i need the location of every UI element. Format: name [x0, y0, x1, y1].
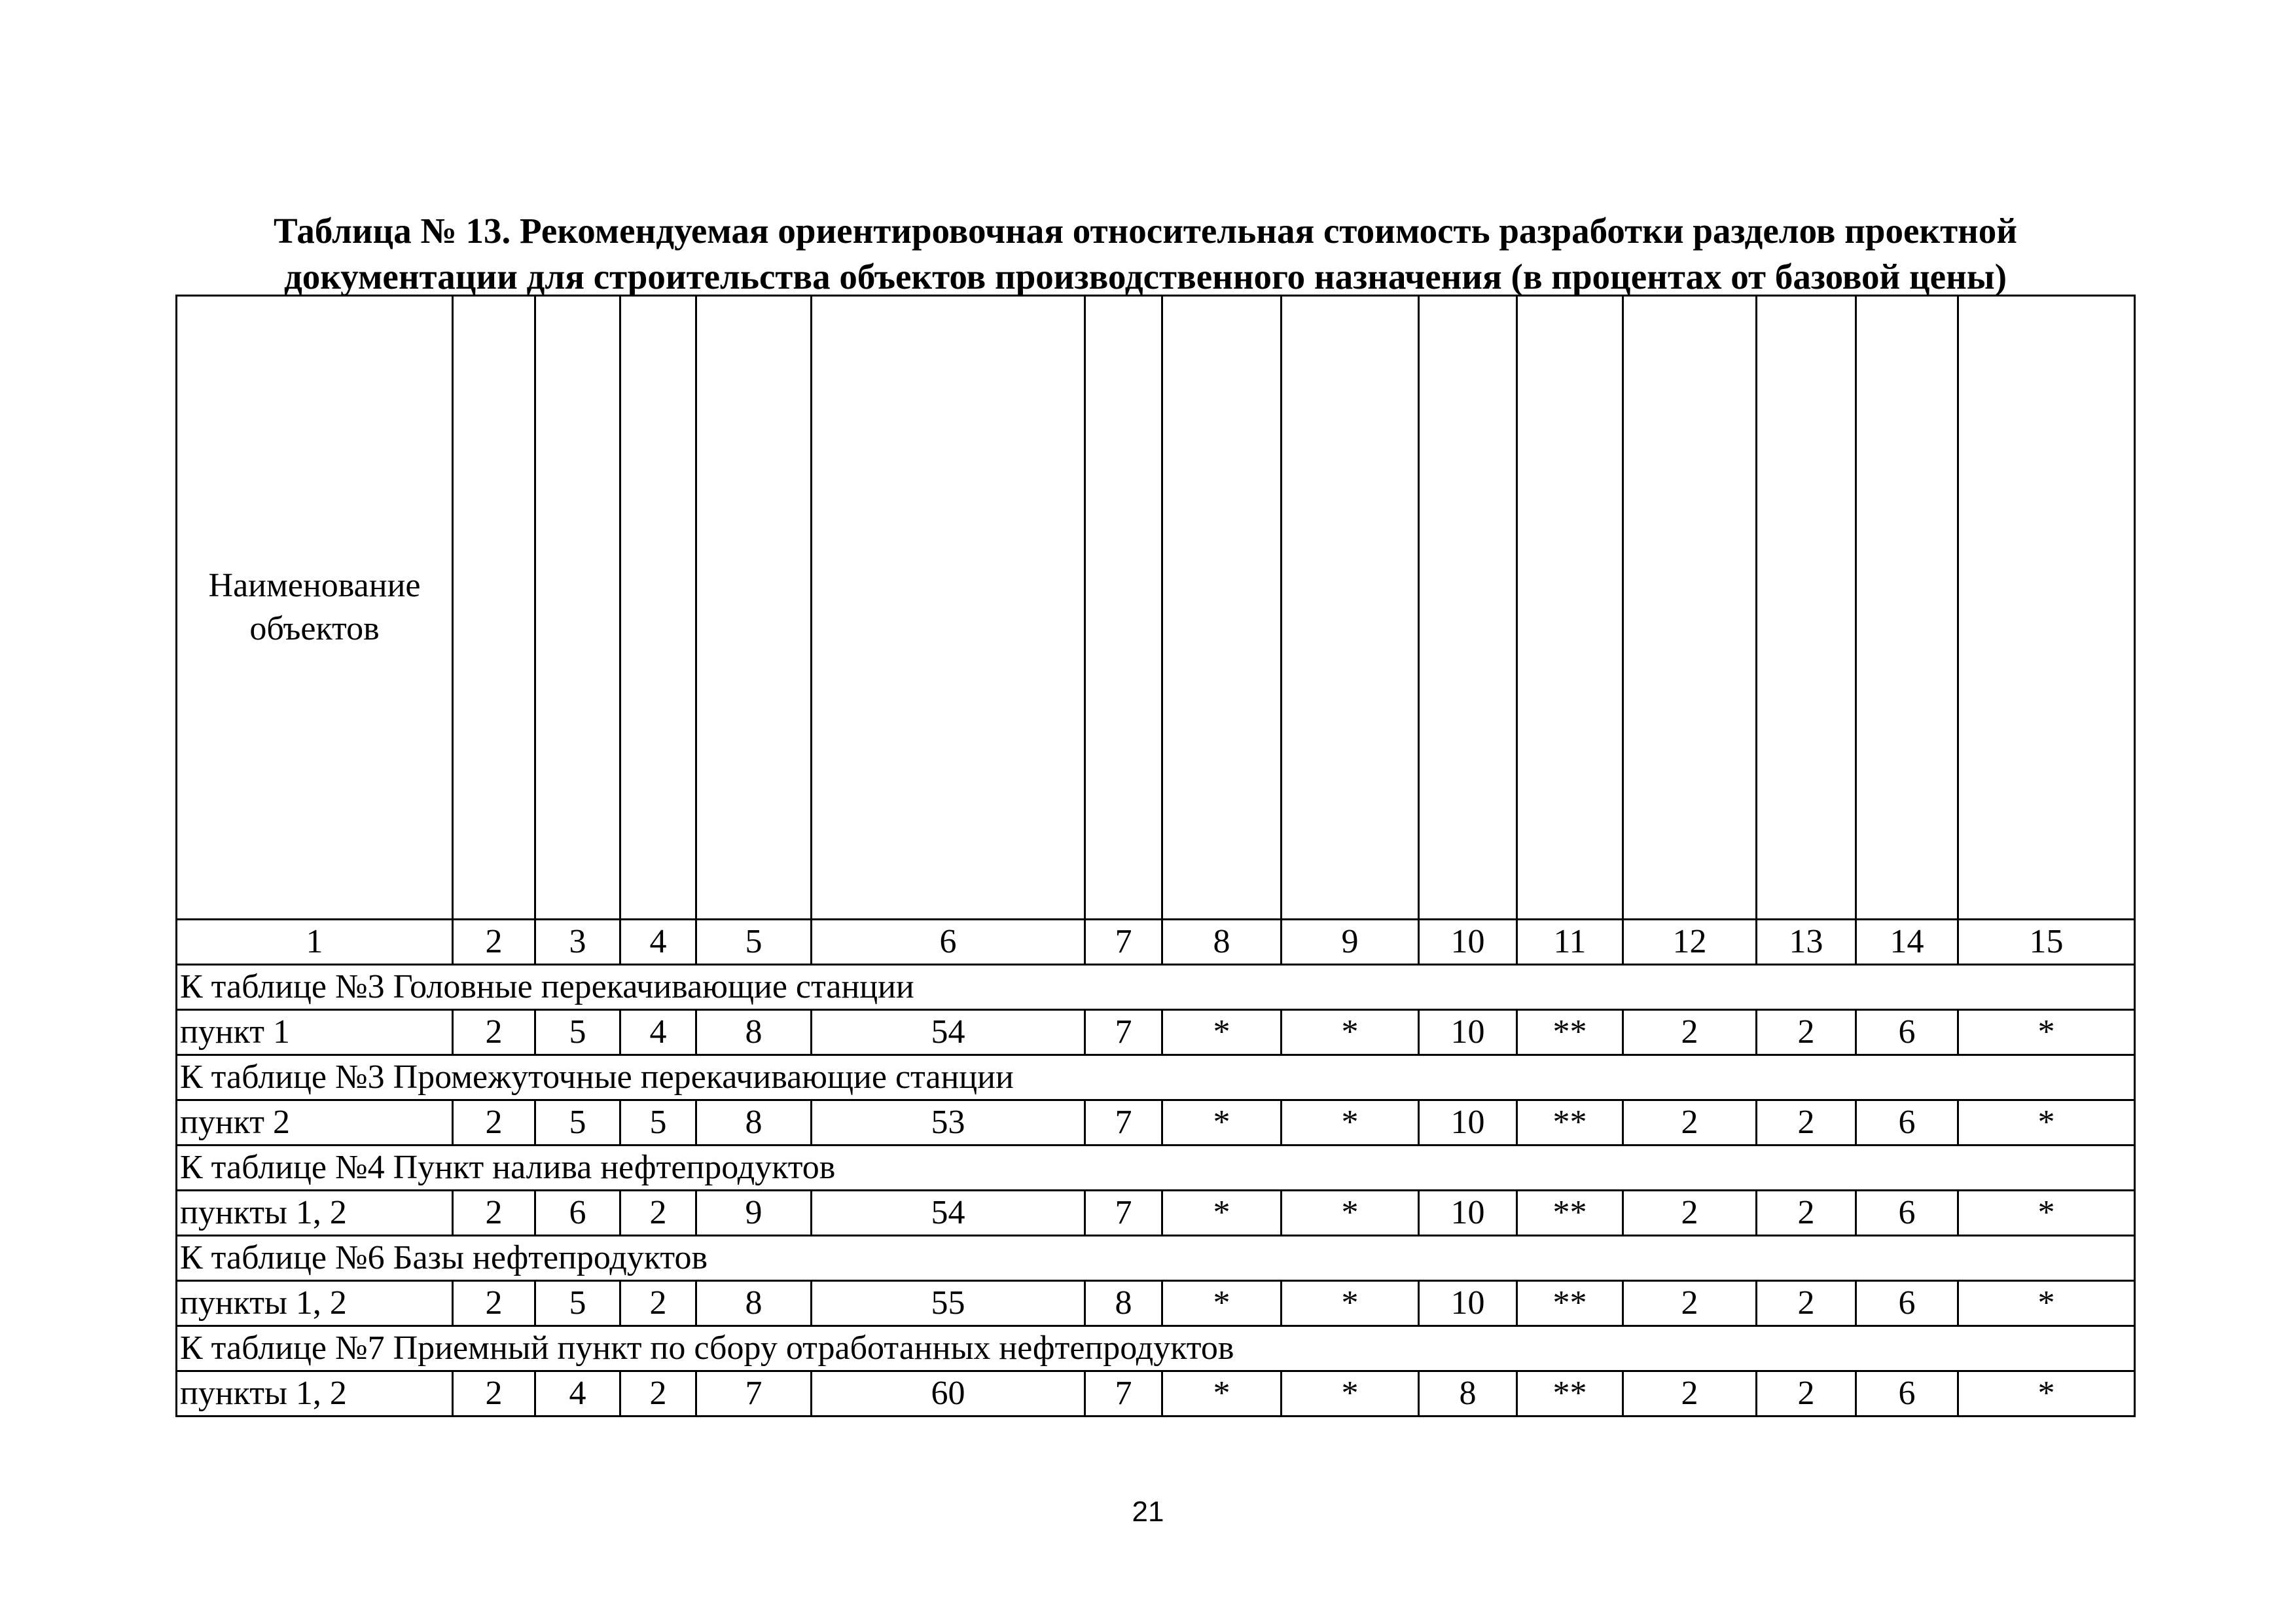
column-number: 11: [1517, 920, 1623, 965]
page-number: 21: [1132, 1496, 1164, 1528]
table-cell: 2: [1623, 1010, 1757, 1055]
column-number: 6: [812, 920, 1085, 965]
table-cell: 5: [620, 1100, 696, 1146]
table-cell: *: [1958, 1371, 2135, 1416]
row-label: пункт 2: [177, 1100, 453, 1146]
column-header-3: [535, 296, 620, 920]
table-cell: 54: [812, 1010, 1085, 1055]
table-cell: 2: [620, 1281, 696, 1326]
table-cell: 8: [696, 1010, 812, 1055]
column-header-wrap: [621, 298, 695, 917]
table-cell: 2: [453, 1191, 535, 1236]
table-cell: 60: [812, 1371, 1085, 1416]
table-cell: *: [1958, 1191, 2135, 1236]
column-header-wrap: [1518, 298, 1622, 917]
table-title: [164, 208, 2127, 300]
table-cell: *: [1282, 1281, 1419, 1326]
column-header-8: [1162, 296, 1282, 920]
column-number: 4: [620, 920, 696, 965]
column-header-wrap: [454, 298, 534, 917]
table-cell: 2: [1623, 1281, 1757, 1326]
column-header-11: [1517, 296, 1623, 920]
table-cell: *: [1162, 1281, 1282, 1326]
table-cell: *: [1162, 1371, 1282, 1416]
table-row: [177, 1191, 2135, 1236]
column-header-12: [1623, 296, 1757, 920]
header-row: [177, 296, 2135, 920]
table-cell: 6: [1856, 1281, 1958, 1326]
table-cell: 6: [535, 1191, 620, 1236]
table-cell: 2: [620, 1191, 696, 1236]
table-cell: 6: [1856, 1010, 1958, 1055]
table-cell: **: [1517, 1371, 1623, 1416]
table-cell: 10: [1419, 1191, 1517, 1236]
column-header-wrap: [1163, 298, 1280, 917]
column-header-5: [696, 296, 812, 920]
table-cell: 4: [535, 1371, 620, 1416]
table-cell: **: [1517, 1100, 1623, 1146]
table-cell: 2: [453, 1100, 535, 1146]
section-title: К таблице №6 Базы нефтепродуктов: [177, 1236, 2135, 1281]
column-header-wrap: [1857, 298, 1957, 917]
table-cell: 2: [1757, 1281, 1856, 1326]
table-cell: 7: [1085, 1100, 1162, 1146]
table-cell: 6: [1856, 1100, 1958, 1146]
column-header-wrap: [1086, 298, 1161, 917]
table-cell: 10: [1419, 1281, 1517, 1326]
column-number: 5: [696, 920, 812, 965]
table-cell: 2: [1623, 1100, 1757, 1146]
row-label: пункт 1: [177, 1010, 453, 1055]
table-cell: 5: [535, 1010, 620, 1055]
column-header-15: [1958, 296, 2135, 920]
table-cell: 2: [620, 1371, 696, 1416]
table-cell: 7: [1085, 1371, 1162, 1416]
table-row: [177, 1100, 2135, 1146]
table-cell: 2: [1757, 1010, 1856, 1055]
table-cell: *: [1282, 1010, 1419, 1055]
table-cell: *: [1958, 1010, 2135, 1055]
column-header-2: [453, 296, 535, 920]
column-header-14: [1856, 296, 1958, 920]
table-cell: 2: [1757, 1191, 1856, 1236]
row-label: пункты 1, 2: [177, 1191, 453, 1236]
table-cell: **: [1517, 1191, 1623, 1236]
table-cell: 7: [1085, 1010, 1162, 1055]
column-header-6: [812, 296, 1085, 920]
table-cell: 7: [1085, 1191, 1162, 1236]
section-row: [177, 1326, 2135, 1371]
table-cell: 2: [1757, 1371, 1856, 1416]
table-cell: 4: [620, 1010, 696, 1055]
section-row: [177, 1146, 2135, 1191]
name-column-header: Наименование объектов: [177, 296, 453, 920]
table-body: [177, 296, 2135, 1416]
column-number: 1: [177, 920, 453, 965]
column-header-wrap: [1624, 298, 1755, 917]
section-title: К таблице №3 Головные перекачивающие станции: [177, 965, 2135, 1010]
table-cell: 10: [1419, 1010, 1517, 1055]
column-number: 15: [1958, 920, 2135, 965]
column-number: 12: [1623, 920, 1757, 965]
column-number-row: [177, 920, 2135, 965]
section-row: [177, 1236, 2135, 1281]
column-header-9: [1282, 296, 1419, 920]
table-cell: 2: [453, 1371, 535, 1416]
table-cell: 6: [1856, 1191, 1958, 1236]
table-cell: 2: [1623, 1191, 1757, 1236]
table-row: [177, 1010, 2135, 1055]
table-row: [177, 1281, 2135, 1326]
column-number: 10: [1419, 920, 1517, 965]
section-title: К таблице №3 Промежуточные перекачивающие станции: [177, 1055, 2135, 1100]
table-title-line-1: Таблица № 13. Рекомендуемая ориентировочная относительная стоимость разработки разделов проектной: [274, 211, 2017, 251]
row-label: пункты 1, 2: [177, 1371, 453, 1416]
table-cell: 8: [1419, 1371, 1517, 1416]
table-cell: 2: [1623, 1371, 1757, 1416]
table-cell: 6: [1856, 1371, 1958, 1416]
column-header-10: [1419, 296, 1517, 920]
section-title: К таблице №7 Приемный пункт по сбору отработанных нефтепродуктов: [177, 1326, 2135, 1371]
column-header-wrap: [536, 298, 619, 917]
section-row: [177, 965, 2135, 1010]
table-cell: *: [1162, 1100, 1282, 1146]
table-cell: *: [1162, 1191, 1282, 1236]
column-header-wrap: [1757, 298, 1855, 917]
table-cell: 54: [812, 1191, 1085, 1236]
column-header-wrap: [1282, 298, 1418, 917]
table-cell: 9: [696, 1191, 812, 1236]
table-cell: 5: [535, 1281, 620, 1326]
column-header-7: [1085, 296, 1162, 920]
table-cell: *: [1958, 1100, 2135, 1146]
table-cell: 53: [812, 1100, 1085, 1146]
section-row: [177, 1055, 2135, 1100]
table-cell: 2: [1757, 1100, 1856, 1146]
column-number: 8: [1162, 920, 1282, 965]
column-header-13: [1757, 296, 1856, 920]
table-cell: 10: [1419, 1100, 1517, 1146]
table-cell: 8: [696, 1281, 812, 1326]
table-row: [177, 1371, 2135, 1416]
column-header-wrap: [812, 298, 1084, 917]
column-number: 14: [1856, 920, 1958, 965]
table-cell: 2: [453, 1010, 535, 1055]
table-cell: **: [1517, 1010, 1623, 1055]
section-title: К таблице №4 Пункт налива нефтепродуктов: [177, 1146, 2135, 1191]
table-cell: **: [1517, 1281, 1623, 1326]
column-number: 7: [1085, 920, 1162, 965]
column-header-4: [620, 296, 696, 920]
table-cell: *: [1282, 1371, 1419, 1416]
table-cell: 55: [812, 1281, 1085, 1326]
column-number: 13: [1757, 920, 1856, 965]
table-cell: *: [1282, 1100, 1419, 1146]
column-number: 3: [535, 920, 620, 965]
table-cell: 2: [453, 1281, 535, 1326]
column-number: 2: [453, 920, 535, 965]
table-cell: *: [1958, 1281, 2135, 1326]
table-cell: 5: [535, 1100, 620, 1146]
column-header-wrap: [1420, 298, 1516, 917]
table-cell: 8: [696, 1100, 812, 1146]
table-cell: 8: [1085, 1281, 1162, 1326]
column-number: 9: [1282, 920, 1419, 965]
row-label: пункты 1, 2: [177, 1281, 453, 1326]
table-cell: 7: [696, 1371, 812, 1416]
table-cell: *: [1282, 1191, 1419, 1236]
table-cell: *: [1162, 1010, 1282, 1055]
column-header-wrap: [697, 298, 810, 917]
column-header-wrap: [1959, 298, 2134, 917]
cost-table: [175, 295, 2136, 1417]
table-title-line-2: документации для строительства объектов производственного назначения (в процентах от базовой цены): [283, 257, 2007, 297]
